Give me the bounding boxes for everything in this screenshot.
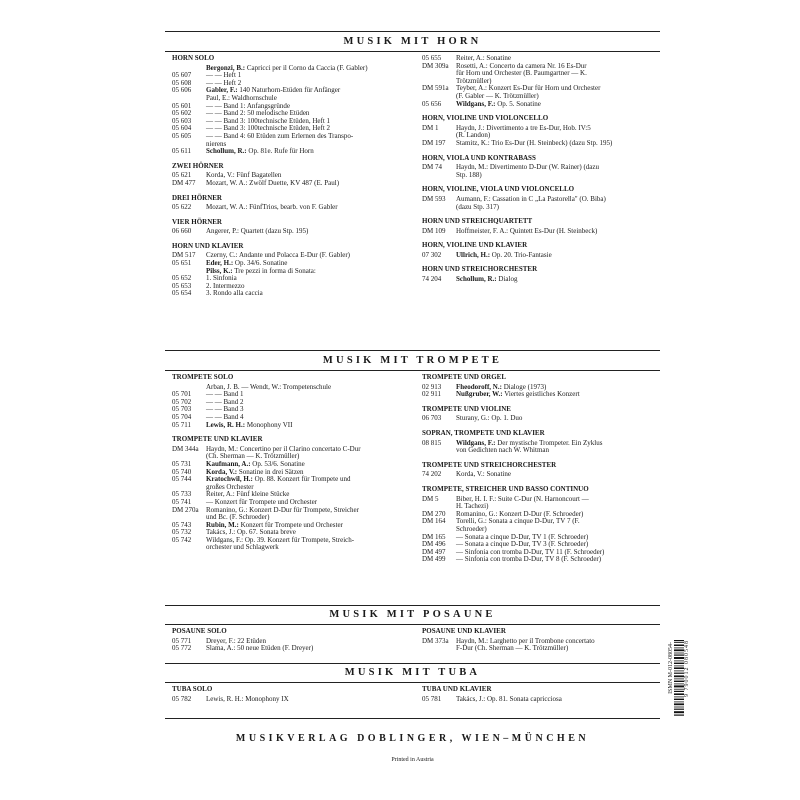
composer-name: Eder, H.: [206, 259, 234, 268]
composer-name: Wildgans, F.: [456, 438, 496, 447]
work-description [206, 204, 412, 212]
work-description [206, 228, 412, 236]
catalog-number: DM 496 [422, 540, 446, 549]
work-description [456, 696, 662, 704]
spacer [172, 156, 412, 160]
catalog-entry [422, 228, 662, 236]
work-title: Tre pezzi in forma di Sonata: [232, 266, 316, 275]
catalog-number [422, 172, 456, 180]
work-title: — — Heft 1 [206, 71, 242, 80]
horn-right-column [422, 55, 662, 284]
work-title: Slama, A.: 50 neue Etüden (F. Dreyer) [206, 644, 314, 653]
work-description [456, 204, 662, 212]
catalog-number: 05 731 [172, 459, 192, 468]
catalog-entry [422, 696, 662, 704]
catalog-number: 05 743 [172, 520, 192, 529]
catalog-number: 05 605 [172, 131, 192, 140]
work-title: Konzert für Trompete und Orchester [238, 520, 343, 529]
catalog-entry [172, 228, 412, 236]
category-heading: POSAUNE UND KLAVIER [422, 627, 506, 635]
work-title: Rosetti, A.: Concerto da camera Nr. 16 Es-Dur [456, 61, 587, 70]
spacer [422, 108, 662, 112]
catalog-number: 05 602 [172, 109, 192, 118]
catalog-number: DM 5 [422, 494, 439, 503]
work-title: Stp. 188) [456, 170, 482, 179]
work-title: Lewis, R. H.: Monophony IX [206, 694, 289, 703]
catalog-number: 06 660 [172, 227, 192, 236]
work-title: Wildgans, F.: Op. 39. Konzert für Trompete, Streich- [206, 535, 355, 544]
catalog-number: DM 1 [422, 123, 439, 132]
work-title: H. Tachezi) [456, 502, 489, 511]
composer-name: Bergonzi, B.: [206, 63, 246, 72]
catalog-number: 02 911 [422, 390, 441, 399]
catalog-number: 05 701 [172, 390, 192, 399]
composer-name: Korda, V.: [206, 467, 238, 476]
catalog-number: DM 373a [422, 636, 449, 645]
barcode-digits: 9 790012 080548 [684, 640, 690, 697]
catalog-number: DM 165 [422, 532, 446, 541]
composer-name: Pilss, K.: [206, 266, 233, 275]
composer-name: Fheodoroff, N.: [456, 382, 502, 391]
catalog-entry [422, 276, 662, 284]
catalog-number [172, 544, 206, 552]
catalog-number [422, 70, 456, 78]
work-title: Biber, H. I. F.: Suite C-Dur (N. Harnoncourt — [456, 494, 589, 503]
work-title: Op. 81e. Rufe für Horn [246, 147, 314, 156]
catalog-entry [172, 645, 412, 653]
catalog-number: 05 654 [172, 289, 192, 298]
work-description [206, 544, 412, 552]
work-title: Romanino, G.: Konzert D-Dur für Trompete, Streicher [206, 505, 359, 514]
catalog-number: 05 655 [422, 54, 442, 62]
barcode-isbn-text: ISMN M-012-08054- [668, 642, 674, 694]
catalog-number [422, 645, 456, 653]
work-title: Viertes geistliches Konzert [502, 390, 580, 399]
work-title: Teyber, A.: Konzert Es-Dur für Horn und Orchester [456, 84, 601, 93]
barcode [674, 640, 684, 716]
work-title: Torelli, G.: Sonata a cinque D-Dur, TV 7 (F. [456, 517, 580, 526]
printed-in-note: Printed in Austria [391, 757, 434, 763]
work-description [206, 148, 412, 156]
catalog-number: DM 164 [422, 517, 446, 526]
tuba-left-column [172, 686, 412, 703]
work-title: Haydn, M.: Larghetto per il Trombone concertato [456, 636, 595, 645]
work-title: F-Dur (Ch. Sherman — K. Trötzmüller) [456, 644, 569, 653]
work-title: Haydn, J.: Divertimento a tre Es-Dur, Hob. IV:5 [456, 123, 591, 132]
category-heading: HORN UND STREICHQUARTETT [422, 217, 533, 226]
work-title: Takács, J.: Op. 81. Sonata capricciosa [456, 694, 562, 703]
category-heading: HORN SOLO [172, 54, 215, 62]
category-heading: TROMPETE UND KLAVIER [172, 435, 263, 444]
catalog-number: 05 741 [172, 497, 192, 506]
work-description [456, 276, 662, 284]
horn-top-rule [165, 31, 660, 32]
work-title: — — Band 4 [206, 412, 244, 421]
work-title: — Sonata a cinque D-Dur, TV 3 (F. Schroeder) [456, 540, 589, 549]
work-title: — — Band 1 [206, 390, 244, 399]
category-heading: HORN, VIOLINE, VIOLA UND VIOLONCELLO [422, 185, 575, 194]
category-heading: TROMPETE UND VIOLINE [422, 404, 511, 413]
work-title: Korda, V.: Sonatine [456, 470, 511, 479]
posaune-top-rule [165, 605, 660, 606]
work-title: Dreyer, F.: 22 Etüden [206, 636, 267, 645]
catalog-number: DM 197 [422, 138, 446, 147]
work-title: — Sonata a cinque D-Dur, TV 1 (F. Schroeder) [456, 532, 589, 541]
work-description [206, 696, 412, 704]
posaune-bottom-rule [165, 624, 660, 625]
work-title: Reiter, A.: Fünf kleine Stücke [206, 490, 290, 499]
spacer [422, 148, 662, 152]
catalog-entry [172, 422, 412, 430]
catalog-number: 05 601 [172, 101, 192, 110]
spacer [172, 429, 412, 433]
posaune-section-title: MUSIK MIT POSAUNE [329, 609, 496, 620]
catalog-number: 05 622 [172, 203, 192, 212]
catalog-entry [172, 204, 412, 212]
catalog-number: DM 344a [172, 444, 199, 453]
category-heading: POSAUNE SOLO [172, 627, 227, 635]
work-title: — — Band 2: 50 melodische Etüden [206, 109, 310, 118]
work-title: — — Band 3 [206, 405, 244, 414]
catalog-number: 05 652 [172, 274, 192, 283]
work-title: Stamitz, K.: Trio Es-Dur (H. Steinbeck) (dazu Stp. 195) [456, 138, 613, 147]
work-title: — — Band 3: 100technische Etüden, Heft 1 [206, 116, 331, 125]
work-title: Czerny, C.: Andante und Polacca E-Dur (F. Gabler) [206, 251, 350, 260]
work-title: Takács, J.: Op. 67. Sonata breve [206, 528, 296, 537]
work-title: 1. Sinfonia [206, 274, 237, 283]
work-title: Paul, E.: Waldhornschule [206, 93, 277, 102]
catalog-number: 05 733 [172, 490, 192, 499]
work-title: Korda, V.: Fünf Bagatellen [206, 171, 282, 180]
catalog-number [422, 447, 456, 455]
category-heading: HORN, VIOLINE UND KLAVIER [422, 241, 528, 250]
catalog-number: DM 591a [422, 84, 449, 93]
catalog-number: DM 270 [422, 509, 446, 518]
work-title: Haydn, M.: Concertino per il Clarino concertato C-Dur [206, 444, 361, 453]
work-title: — — Band 3: 100technische Etüden, Heft 2 [206, 124, 331, 133]
tuba-right-column [422, 686, 662, 703]
category-heading: ZWEI HÖRNER [172, 161, 224, 170]
posaune-left-column [172, 628, 412, 653]
catalog-number: 05 703 [172, 405, 192, 414]
spacer [422, 259, 662, 263]
catalog-number: 05 744 [172, 475, 192, 484]
work-title: Monophony VII [245, 420, 293, 429]
category-heading: TUBA UND KLAVIER [422, 685, 492, 693]
work-title: Trötzmüller) [456, 76, 492, 85]
catalog-number: DM 593 [422, 194, 446, 203]
work-description [206, 133, 412, 141]
category-heading: SOPRAN, TROMPETE UND KLAVIER [422, 428, 545, 437]
work-title: Sonatine in drei Sätzen [237, 467, 304, 476]
work-description [206, 645, 412, 653]
work-title: — Sinfonia con tromba D-Dur, TV 8 (F. Schroeder) [456, 555, 602, 564]
work-title: Angerer, P.: Quartett (dazu Stp. 195) [206, 227, 309, 236]
publisher-footer: MUSIKVERLAG DOBLINGER, WIEN–MÜNCHEN [235, 733, 590, 744]
work-title: Sturany, G.: Op. 1. Duo [456, 414, 523, 423]
work-title: 3. Rondo alla caccia [206, 289, 263, 298]
work-title: — Konzert für Trompete und Orchester [206, 497, 318, 506]
work-title: Aumann, F.: Cassation in C „La Pastorella" (O. Biba) [456, 194, 606, 203]
work-title: Mozart, W. A.: FünfTrios, bearb. von F. Gabler [206, 203, 338, 212]
catalog-entry [422, 252, 662, 260]
work-title: Dialog [496, 275, 518, 284]
catalog-number: 05 711 [172, 420, 191, 429]
horn-section-title: MUSIK MIT HORN [343, 36, 482, 47]
catalog-entry [422, 204, 662, 212]
category-heading: DREI HÖRNER [172, 193, 222, 202]
work-title: großes Orchester [206, 482, 254, 491]
spacer [422, 211, 662, 215]
catalog-entry [172, 180, 412, 188]
work-title: Op. 20. Trio-Fantasie [490, 250, 552, 259]
spacer [422, 455, 662, 459]
catalog-number: 05 782 [172, 694, 192, 703]
catalog-entry [422, 172, 662, 180]
work-title: (dazu Stp. 317) [456, 202, 499, 211]
work-description [456, 101, 662, 109]
catalog-number: 05 771 [172, 636, 192, 645]
work-title: Op. 34/6. Sonatine [233, 259, 288, 268]
catalog-number: 05 606 [172, 86, 192, 95]
spacer [422, 399, 662, 403]
catalog-number: 74 202 [422, 470, 442, 479]
spacer [172, 188, 412, 192]
catalog-number: 08 815 [422, 438, 442, 447]
work-title: für Horn und Orchester (B. Paumgartner — K. [456, 69, 587, 78]
posaune-right-column [422, 628, 662, 653]
work-description [456, 172, 662, 180]
category-heading: HORN, VIOLINE UND VIOLONCELLO [422, 114, 549, 123]
category-heading: HORN UND KLAVIER [172, 241, 244, 250]
trompete-left-column [172, 374, 412, 552]
category-heading: HORN UND STREICHORCHESTER [422, 265, 538, 274]
catalog-number: 02 913 [422, 382, 442, 391]
spacer [422, 423, 662, 427]
work-description [456, 228, 662, 236]
work-description [456, 447, 662, 455]
catalog-number: DM 477 [172, 178, 196, 187]
category-heading: TROMPETE UND ORGEL [422, 373, 507, 381]
work-title: 2. Intermezzo [206, 281, 245, 290]
catalog-entry [422, 556, 662, 564]
composer-name: Nußgruber, W.: [456, 390, 503, 399]
work-title: Hoffmeister, F. A.: Quintett Es-Dur (H. Steinbeck) [456, 226, 598, 235]
catalog-number: 05 704 [172, 412, 192, 421]
catalog-entry [172, 696, 412, 704]
work-title: (R. Landon) [456, 131, 491, 140]
tuba-bottom-rule [165, 682, 660, 683]
composer-name: Lewis, R. H.: [206, 420, 246, 429]
catalog-number: 06 703 [422, 414, 442, 423]
horn-bottom-rule [165, 51, 660, 52]
work-title: Haydn, M.: Divertimento D-Dur (W. Rainer) (dazu [456, 163, 600, 172]
work-title: Op. 88. Konzert für Trompete und [252, 475, 351, 484]
tuba-section-title: MUSIK MIT TUBA [344, 667, 481, 678]
work-title: Mozart, W. A.: Zwölf Duette, KV 487 (E. Paul) [206, 178, 340, 187]
catalog-number: 05 611 [172, 147, 191, 156]
catalog-entry [172, 148, 412, 156]
work-title: Arban, J. B. — Wendt, W.: Trompetenschule [206, 382, 332, 391]
work-title: Op. 53/6. Sonatine [250, 459, 305, 468]
work-title: Romanino, G.: Konzert D-Dur (F. Schroeder) [456, 509, 584, 518]
catalog-number: 07 302 [422, 250, 442, 259]
work-title: — — Band 2 [206, 397, 244, 406]
work-title: — Sinfonia con tromba D-Dur, TV 11 (F. Schroeder) [456, 547, 605, 556]
work-title: Reiter, A.: Sonatine [456, 54, 511, 62]
composer-name: Schollum, R.: [456, 275, 497, 284]
work-title: nierens [206, 139, 227, 148]
catalog-entry [172, 290, 412, 298]
composer-name: Wildgans, F.: [456, 99, 496, 108]
composer-name: Ullrich, H.: [456, 250, 491, 259]
catalog-number: DM 499 [422, 555, 446, 564]
catalog-entry [422, 140, 662, 148]
trompete-top-rule [165, 350, 660, 351]
work-description [456, 415, 662, 423]
catalog-number: 05 772 [172, 644, 192, 653]
composer-name: Schollum, R.: [206, 147, 247, 156]
catalog-entry [422, 645, 662, 653]
catalog-number: 05 621 [172, 171, 192, 180]
work-title: Schroeder) [456, 524, 487, 533]
work-description [206, 290, 412, 298]
catalog-number: DM 497 [422, 547, 446, 556]
catalog-number: 05 651 [172, 259, 192, 268]
composer-name: Rubin, M.: [206, 520, 239, 529]
work-title: orchester und Schlagwerk [206, 543, 279, 552]
catalog-entry [422, 101, 662, 109]
catalog-number: 05 604 [172, 124, 192, 133]
catalog-number: 05 653 [172, 281, 192, 290]
work-title: Dialoge (1973) [501, 382, 547, 391]
work-title: Der mystische Trompeter. Ein Zyklus [495, 438, 603, 447]
catalog-number: DM 109 [422, 226, 446, 235]
work-title: (F. Gabler — K. Trötzmüller) [456, 91, 539, 100]
trompete-right-column [422, 374, 662, 564]
catalog-number: DM 517 [172, 251, 196, 260]
work-description [456, 140, 662, 148]
catalog-number: 05 603 [172, 116, 192, 125]
category-heading: TUBA SOLO [172, 685, 213, 693]
catalog-number: DM 74 [422, 163, 443, 172]
catalog-entry [422, 471, 662, 479]
catalog-number: DM 270a [172, 505, 199, 514]
work-title: — — Band 4: 60 Etüden zum Erlernen des Transpo- [206, 131, 354, 140]
horn-left-column [172, 55, 412, 298]
catalog-number: DM 309a [422, 61, 449, 70]
catalog-number: 05 742 [172, 535, 192, 544]
work-title: von Gedichten nach W. Whitman [456, 446, 549, 455]
catalog-entry [422, 447, 662, 455]
work-title: Capricci per il Corno da Caccia (F. Gabler) [245, 63, 368, 72]
catalog-number: 05 607 [172, 71, 192, 80]
work-title: Op. 5. Sonatine [495, 99, 541, 108]
spacer [422, 179, 662, 183]
work-description [456, 471, 662, 479]
catalog-entry [422, 415, 662, 423]
catalog-number [422, 204, 456, 212]
work-description [456, 252, 662, 260]
work-title: — — Heft 2 [206, 78, 242, 87]
category-heading: HORN, VIOLA UND KONTRABASS [422, 153, 536, 162]
category-heading: TROMPETE SOLO [172, 373, 234, 381]
work-description [456, 391, 662, 399]
footer-rule [165, 718, 660, 719]
catalog-number: 05 740 [172, 467, 192, 476]
composer-name: Gabler, F.: [206, 86, 238, 95]
work-title: (Ch. Sherman — K. Trötzmüller) [206, 452, 300, 461]
tuba-top-rule [165, 663, 660, 664]
catalog-entry [422, 391, 662, 399]
category-heading: TROMPETE UND STREICHORCHESTER [422, 460, 557, 469]
category-heading: TROMPETE, STREICHER UND BASSO CONTINUO [422, 484, 589, 493]
catalog-number: 05 702 [172, 397, 192, 406]
catalog-number: 05 608 [172, 78, 192, 87]
catalog-number: 05 781 [422, 694, 442, 703]
category-heading: VIER HÖRNER [172, 217, 222, 226]
work-title: — — Band 1: Anfangsgründe [206, 101, 290, 110]
catalog-entry [172, 544, 412, 552]
spacer [422, 479, 662, 483]
spacer [172, 212, 412, 216]
work-description [206, 180, 412, 188]
work-description [456, 556, 662, 564]
composer-name: Kaufmann, A.: [206, 459, 251, 468]
work-title: und Bc. (F. Schroeder) [206, 513, 270, 522]
catalog-number: 05 656 [422, 99, 442, 108]
spacer [172, 236, 412, 240]
catalog-number: 74 204 [422, 275, 442, 284]
composer-name: Kratochwil, H.: [206, 475, 253, 484]
spacer [422, 235, 662, 239]
work-description [456, 645, 662, 653]
work-description [456, 164, 662, 172]
catalog-number: 05 732 [172, 528, 192, 537]
trompete-section-title: MUSIK MIT TROMPETE [322, 355, 503, 366]
work-title: 140 Naturhorn-Etüden für Anfänger [237, 86, 341, 95]
work-description [206, 422, 412, 430]
trompete-bottom-rule [165, 370, 660, 371]
